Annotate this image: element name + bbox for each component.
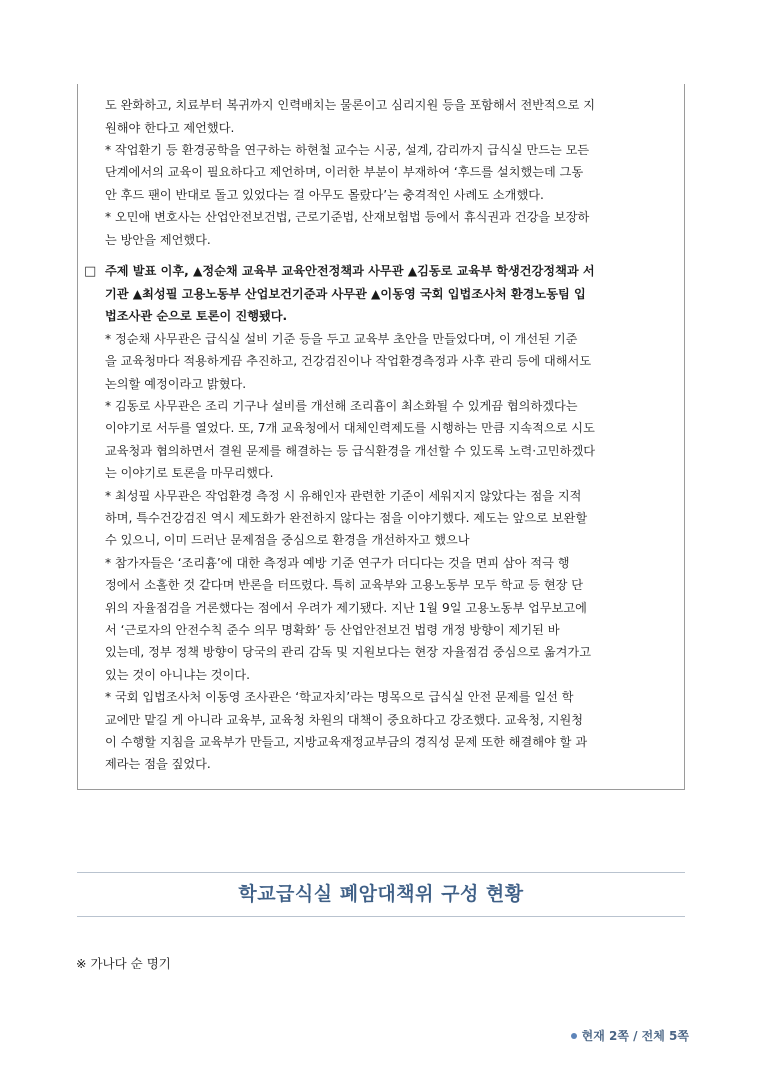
- text-line: 논의할 예정이라고 밝혔다.: [105, 377, 247, 391]
- text-line: 안 후드 팬이 반대로 돌고 있었다는 걸 아무도 몰랐다’는 충격적인 사례도 소개했다.: [105, 188, 544, 202]
- text-line: 도 완화하고, 치료부터 복귀까지 인력배치는 물론이고 심리지원 등을 포함해서 전반적으로 지: [105, 98, 595, 112]
- text-line: 단계에서의 교육이 필요하다고 제언하며, 이러한 부분이 부재하여 ‘후드를 설치했는데 그동: [105, 165, 584, 179]
- text-line: 는 방안을 제언했다.: [105, 233, 211, 247]
- title-top-rule: [77, 872, 685, 873]
- text-line: * 참가자들은 ‘조리흄’에 대한 측정과 예방 기준 연구가 더디다는 것을 면피 삼아 적극 행: [105, 556, 570, 570]
- title-bottom-rule: [77, 916, 685, 917]
- text-line: 제라는 점을 짚었다.: [105, 757, 211, 771]
- square-bullet: □: [84, 264, 97, 279]
- text-line: 위의 자율점검을 거론했다는 점에서 우려가 제기됐다. 지난 1월 9일 고용노동부 업무보고에: [105, 601, 587, 615]
- text-line: * 오민애 변호사는 산업안전보건법, 근로기준법, 산재보험법 등에서 휴식권과 건강을 보장하: [105, 210, 590, 224]
- intro-line: 기관 ▲최성필 고용노동부 산업보건기준과 사무관 ▲이동영 국회 입법조사처 환경노동팀 입: [105, 287, 586, 301]
- text-line: 이 수행할 지침을 교육부가 만들고, 지방교육재정교부금의 경직성 문제 또한 해결해야 할 과: [105, 735, 588, 749]
- bullet-dot-icon: [571, 1033, 577, 1039]
- page-number-text: 현재 2쪽 / 전체 5쪽: [581, 1029, 689, 1043]
- text-line: * 최성필 사무관은 작업환경 측정 시 유해인자 관련한 기준이 세워지지 않았다는 점을 지적: [105, 489, 582, 503]
- text-line: * 국회 입법조사처 이동영 조사관은 ‘학교자치’라는 명목으로 급식실 안전 문제를 일선 학: [105, 690, 574, 704]
- text-line: 원해야 한다고 제언했다.: [105, 121, 235, 135]
- text-line: 을 교육청마다 적용하게끔 추진하고, 건강검진이나 작업환경측정과 사후 관리 등에 대해서도: [105, 354, 592, 368]
- text-line: 있는데, 정부 정책 방향이 당국의 관리 감독 및 지원보다는 현장 자율점검 중심으로 옮겨가고: [105, 645, 591, 659]
- text-line: 하며, 특수건강검진 역시 제도화가 완전하지 않다는 점을 이야기했다. 제도는 앞으로 보완할: [105, 511, 588, 525]
- text-line: 교에만 맡길 게 아니라 교육부, 교육청 차원의 대책이 중요하다고 강조했다. 교육청, 지원청: [105, 713, 584, 727]
- text-line: 정에서 소홀한 것 같다며 반론을 터뜨렸다. 특히 교육부와 고용노동부 모두 학교 등 현장 단: [105, 578, 584, 592]
- text-line: 이야기로 서두를 열었다. 또, 7개 교육청에서 대체인력제도를 시행하는 만큼 지속적으로 시도: [105, 421, 595, 435]
- text-line: 교육청과 협의하면서 결원 문제를 해결하는 등 급식환경을 개선할 수 있도록 노력·고민하겠다: [105, 444, 595, 458]
- intro-line: 주제 발표 이후, ▲정순채 교육부 교육안전정책과 사무관 ▲김동로 교육부 학생건강정책과 서: [105, 264, 595, 278]
- page-indicator: [571, 1027, 689, 1044]
- text-line: 있는 것이 아니냐는 것이다.: [105, 668, 251, 682]
- intro-line: 법조사관 순으로 토론이 진행됐다.: [105, 309, 288, 323]
- note-text: ※ 가나다 순 명기: [76, 956, 171, 971]
- text-line: 는 이야기로 토론을 마무리했다.: [105, 466, 274, 480]
- text-line: * 정순채 사무관은 급식실 설비 기준 등을 두고 교육부 초안을 만들었다며, 이 개선된 기준: [105, 332, 578, 346]
- section-title: 학교급식실 폐암대책위 구성 현황: [238, 883, 524, 905]
- text-line: * 작업환기 등 환경공학을 연구하는 하현철 교수는 시공, 설계, 감리까지 급식실 만드는 모든: [105, 143, 590, 157]
- text-line: 수 있으니, 이미 드러난 문제점을 중심으로 환경을 개선하자고 했으나: [105, 533, 470, 547]
- text-line: * 김동로 사무관은 조리 기구나 설비를 개선해 조리흄이 최소화될 수 있게끔 협의하겠다는: [105, 399, 578, 413]
- text-line: 서 ‘근로자의 안전수칙 준수 의무 명확화’ 등 산업안전보건 법령 개정 방향이 제기된 바: [105, 623, 560, 637]
